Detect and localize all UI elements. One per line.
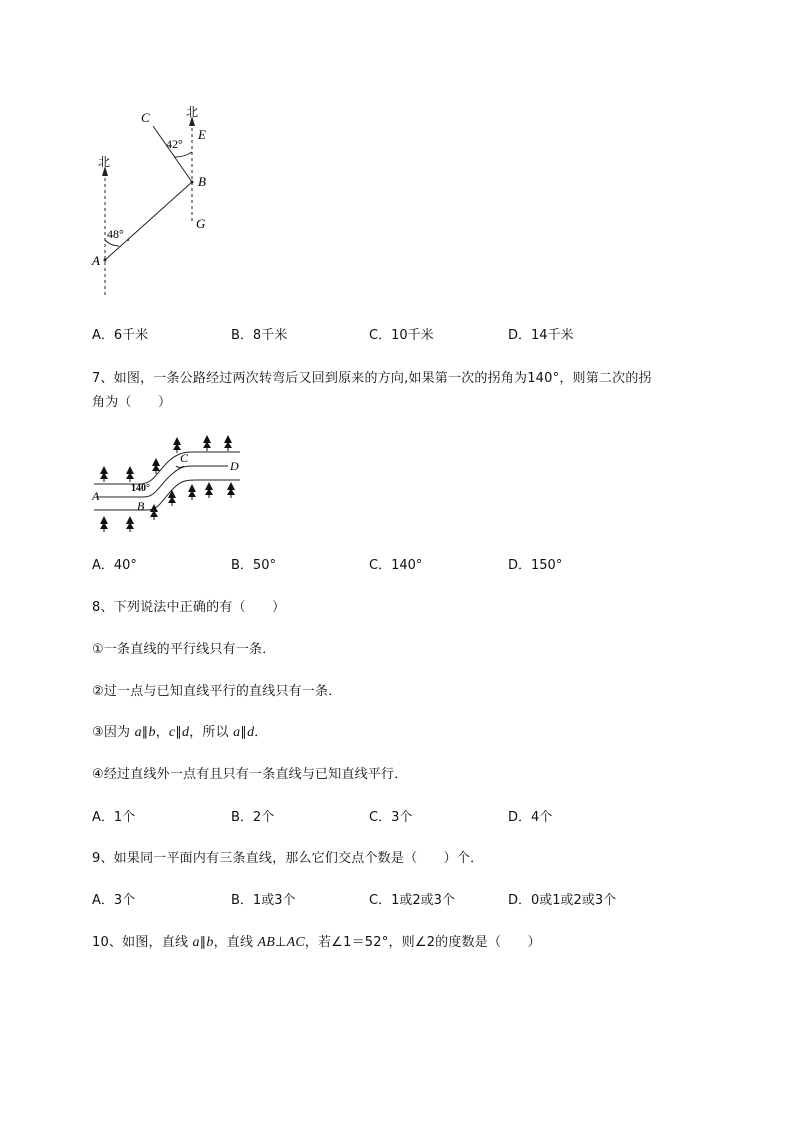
road-label-d: D (230, 459, 239, 473)
label-c: C (141, 110, 150, 125)
north-label-left: 北 (98, 155, 111, 169)
q6-options (92, 324, 712, 342)
q7-option-c[interactable]: C．140° (369, 558, 423, 573)
label-g: G (196, 216, 206, 231)
label-b: B (198, 174, 206, 189)
q9-stem: 9、如果同一平面内有三条直线，那么它们交点个数是（ ）个． (92, 851, 484, 866)
q10-stem: 10、如图，直线 a∥b，直线 AB⊥AC，若∠1＝52°，则∠2的度数是（ ） (92, 935, 541, 950)
q8-option-b[interactable]: B．2个 (231, 810, 275, 825)
q8-statement-4: ④经过直线外一点有且只有一条直线与已知直线平行． (92, 767, 408, 782)
q8-option-c[interactable]: C．3个 (369, 810, 413, 825)
q9-option-d[interactable]: D．0或1或2或3个 (508, 893, 617, 908)
q8-statement-3: ③因为 a∥b，c∥d，所以 a∥d． (92, 725, 268, 740)
q7-option-d[interactable]: D．150° (508, 558, 563, 573)
q8-statement-1: ①一条直线的平行线只有一条． (92, 642, 276, 657)
q7-option-b[interactable]: B．50° (231, 558, 276, 573)
q7-option-a[interactable]: A．40° (92, 558, 137, 573)
angle-arc-b (174, 152, 192, 157)
road-label-c: C (180, 451, 189, 465)
q6-option-c[interactable]: C．10千米 (369, 328, 434, 343)
segment-bc (153, 126, 192, 182)
label-a: A (92, 253, 100, 268)
q8-options (92, 806, 712, 824)
q8-stem: 8、下列说法中正确的有（ ） (92, 600, 286, 615)
q7-stem-line2: 角为（ ） (92, 395, 172, 410)
road-angle-label: 140° (131, 483, 150, 494)
q8-option-d[interactable]: D．4个 (508, 810, 553, 825)
q6-option-a[interactable]: A．6千米 (92, 328, 149, 343)
q9-option-c[interactable]: C．1或2或3个 (369, 893, 455, 908)
north-label-right: 北 (186, 105, 199, 119)
q7-options (92, 554, 712, 572)
q9-option-a[interactable]: A．3个 (92, 893, 136, 908)
road-label-a: A (92, 489, 100, 503)
road-label-b: B (137, 499, 145, 513)
angle-label-48: 48° (107, 227, 124, 241)
q8-option-a[interactable]: A．1个 (92, 810, 136, 825)
bearing-figure (88, 100, 228, 300)
q9-option-b[interactable]: B．1或3个 (231, 893, 296, 908)
road-figure (88, 430, 248, 535)
q6-option-d[interactable]: D．14千米 (508, 328, 574, 343)
q9-options (92, 889, 712, 907)
q8-statement-2: ②过一点与已知直线平行的直线只有一条． (92, 684, 342, 699)
q7-stem-line1: 7、如图，一条公路经过两次转弯后又回到原来的方向,如果第一次的拐角为140°，则第二次的拐 (92, 371, 652, 386)
angle-label-42: 42° (166, 137, 183, 151)
label-e: E (198, 127, 206, 142)
segment-ab (105, 182, 192, 260)
q6-option-b[interactable]: B．8千米 (231, 328, 288, 343)
